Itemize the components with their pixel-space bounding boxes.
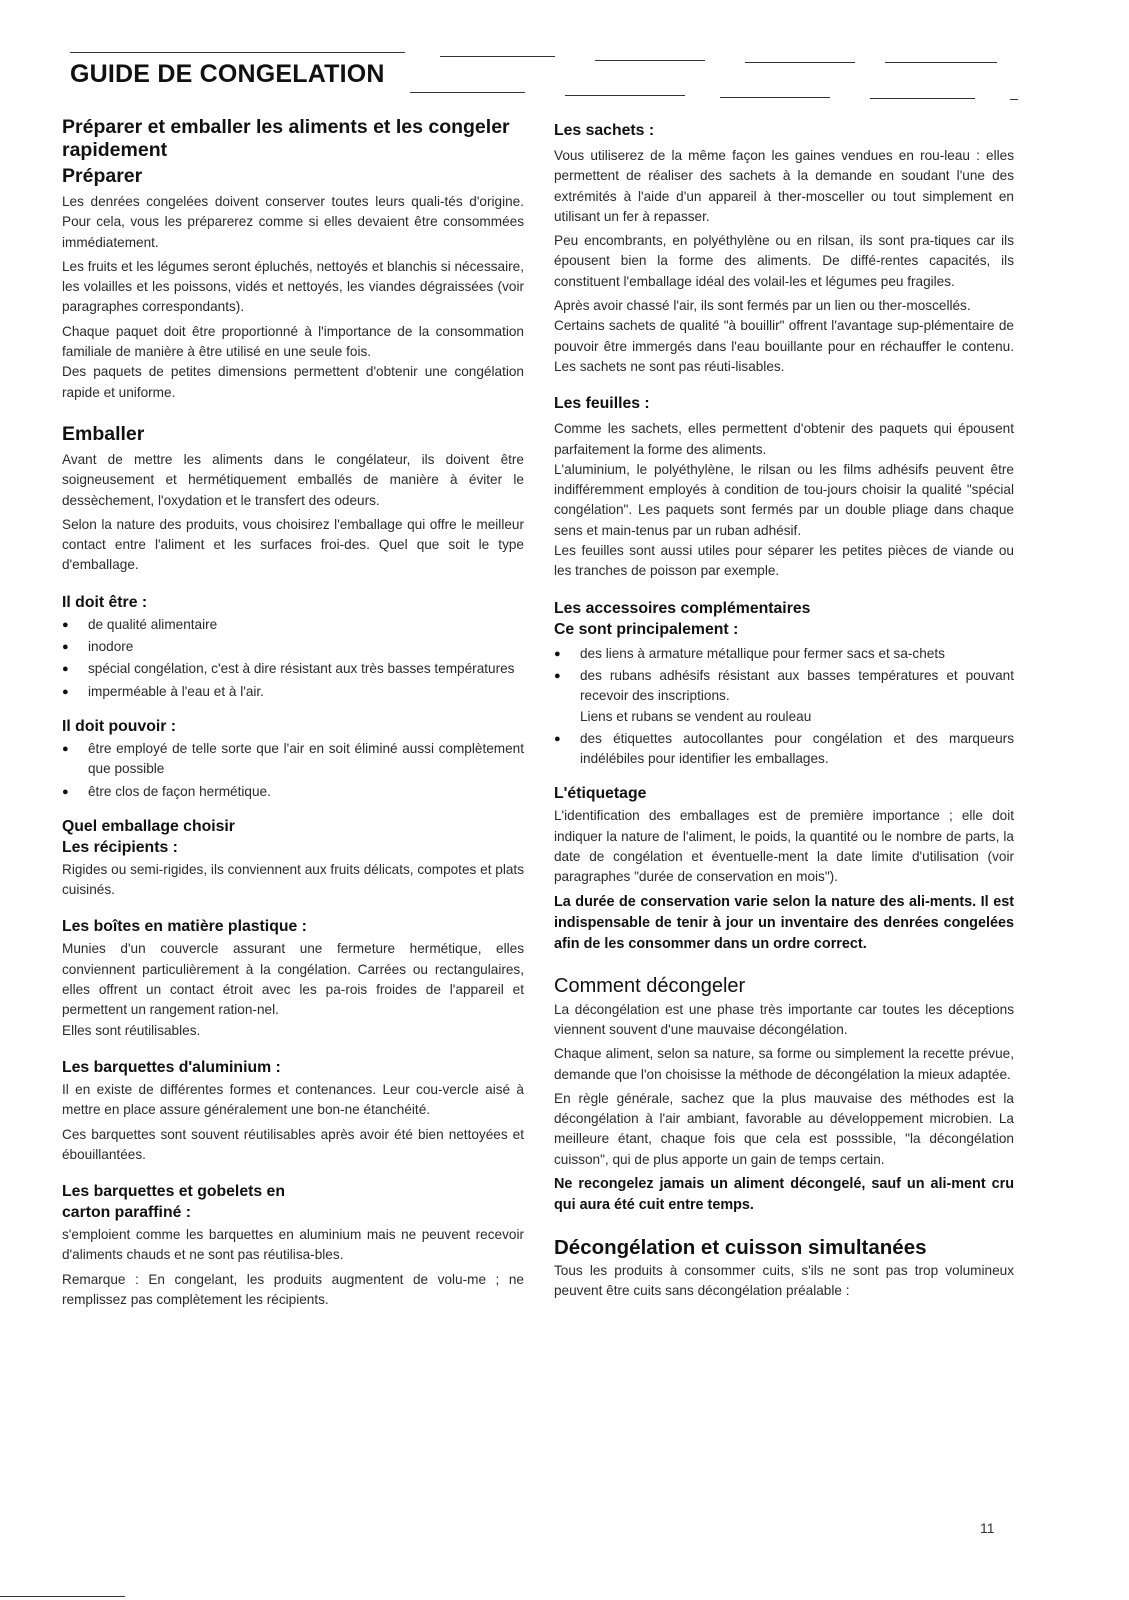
subheading-aluminium: Les barquettes d'aluminium : xyxy=(62,1058,281,1076)
header-rule xyxy=(595,60,705,61)
list-item: ● être employé de telle sorte que l'air en soit éliminé aussi complètement que possible xyxy=(62,739,524,780)
list-item-text: des rubans adhésifs résistant aux basses températures et pouvant recevoir des inscriptions. xyxy=(580,667,1014,704)
paragraph: L'aluminium, le polyéthylène, le rilsan ou les films adhésifs peuvent être indifféremment employés à condition de tou-jours choisir la qualité "spécial congélation". Les paquets sont fermés par un double pliage dans chaque sens et main-tenus par un ruban adhésif. xyxy=(554,461,1014,538)
header-rule xyxy=(870,98,975,99)
paragraph: Il en existe de différentes formes et contenances. Leur cou-vercle aisé à mettre en place assure généralement une bon-ne étanchéité. xyxy=(62,1081,524,1118)
subheading-boites: Les boîtes en matière plastique : xyxy=(62,918,307,936)
bullet-list xyxy=(62,615,524,702)
paragraph: Les fruits et les légumes seront épluchés, nettoyés et blanchis si nécessaire, les volailles et les poissons, vidés et nettoyés, les viandes dégraissées (voir paragraphes correspondants). xyxy=(62,258,524,315)
list-item: ● être clos de façon hermétique. xyxy=(62,782,524,802)
subheading-carton-line2: carton paraffiné : xyxy=(62,1204,192,1222)
paragraph: Les feuilles sont aussi utiles pour séparer les petites pièces de viande ou les tranches de poisson par exemple. xyxy=(554,543,1014,579)
bullet-list xyxy=(62,739,524,802)
list-item: ● spécial congélation, c'est à dire résistant aux très basses températures xyxy=(62,659,524,679)
subheading-principalement: Ce sont principalement : xyxy=(554,620,739,638)
paragraph: Chaque paquet doit être proportionné à l'importance de la consommation familiale de manière à être utilisé en une seule fois. xyxy=(62,323,524,360)
paragraph: Rigides ou semi-rigides, ils conviennent aux fruits délicats, compotes et plats cuisinés. xyxy=(62,861,524,898)
header-rule xyxy=(70,52,405,53)
right-column xyxy=(554,116,1014,1306)
list-item: ● inodore xyxy=(62,637,524,657)
paragraph: Chaque aliment, selon sa nature, sa forme ou simplement la recette prévue, demande que l'on choisisse la méthode de décongélation la mieux adaptée. xyxy=(554,1046,1014,1082)
subheading-doit-pouvoir: Il doit pouvoir : xyxy=(62,717,177,735)
paragraph: Vous utiliserez de la même façon les gaines vendues en rou-leau : elles permettent de réaliser des sachets à la demande en soudant l'une des extrémités à l'aide d'un appareil à ther-mosceller ou tout simplement en utilisant un fer à repasser. xyxy=(554,148,1014,224)
paragraph: s'emploient comme les barquettes en aluminium mais ne peuvent recevoir d'aliments chauds et ne sont pas réutilisa-bles. xyxy=(62,1227,524,1263)
section-heading-preparer: Préparer xyxy=(62,165,143,187)
section-heading-cuisson: Décongélation et cuisson simultanées xyxy=(554,1235,927,1259)
paragraph: Ces barquettes sont souvent réutilisables après avoir été bien nettoyées et ébouillantées. xyxy=(62,1126,524,1162)
paragraph: Les denrées congelées doivent conserver toutes leurs quali-tés d'origine. Pour cela, vous les préparerez comme si elles devaient être consommées immédiatement. xyxy=(62,194,524,250)
list-item: ● des étiquettes autocollantes pour congélation et des marqueurs indélébiles pour identifier les emballages. xyxy=(554,729,1014,770)
list-item-extra: Liens et rubans se vendent au rouleau xyxy=(580,708,812,724)
paragraph: La décongélation est une phase très importante car toutes les déceptions viennent souvent d'une mauvaise décongélation. xyxy=(554,1001,1014,1037)
footer-rule xyxy=(0,1596,125,1597)
paragraph: Comme les sachets, elles permettent d'obtenir des paquets qui épousent parfaitement la forme des aliments. xyxy=(554,421,1014,457)
subheading-emballage-choisir: Quel emballage choisir xyxy=(62,817,235,835)
paragraph: L'identification des emballages est de première importance ; elle doit indiquer la nature de l'aliment, le poids, la quantité ou le nombre de parts, la date de congélation et éventuelle-ment la date limite d'utilisation (voir paragraphes "durée de conservation en mois"). xyxy=(554,808,1014,885)
page-title: GUIDE DE CONGELATION xyxy=(70,60,385,88)
bold-paragraph: La durée de conservation varie selon la nature des ali-ments. Il est indispensable de tenir à jour un inventaire des denrées congelées afin de les consommer dans un ordre correct. xyxy=(554,893,1014,952)
paragraph: Peu encombrants, en polyéthylène ou en rilsan, ils sont pra-tiques car ils épousent bien la forme des aliments. De diffé-rentes capacités, ils constituent l'emballage idéal des volail-les et légumes peu fragiles. xyxy=(554,233,1014,289)
main-heading: Préparer et emballer les aliments et les congeler rapidement xyxy=(62,116,510,161)
bullet-list xyxy=(554,644,1014,770)
header-rule xyxy=(720,97,830,98)
bold-paragraph: Ne recongelez jamais un aliment décongelé, sauf un ali-ment cru qui aura été cuit entre temps. xyxy=(554,1175,1014,1213)
header-rule xyxy=(745,62,855,63)
list-item xyxy=(554,666,1014,727)
paragraph: Certains sachets de qualité "à bouillir" offrent l'avantage sup-plémentaire de pouvoir être immergés dans l'eau bouillante pour en réchauffer le contenu. Les sachets ne sont pas réuti-lisables. xyxy=(554,318,1014,374)
left-column xyxy=(62,116,524,1314)
list-item: ● imperméable à l'eau et à l'air. xyxy=(62,682,524,702)
section-heading-decongeler: Comment décongeler xyxy=(554,974,746,997)
paragraph: Avant de mettre les aliments dans le congélateur, ils doivent être soigneusement et hermétiquement emballés de manière à éviter le dessèchement, l'oxydation et le transfert des odeurs. xyxy=(62,451,524,508)
list-item: ● des liens à armature métallique pour fermer sacs et sa-chets xyxy=(554,644,1014,664)
subheading-sachets: Les sachets : xyxy=(554,122,655,139)
header-rule xyxy=(1010,99,1018,100)
paragraph: En règle générale, sachez que la plus mauvaise des méthodes est la décongélation à l'air ambiant, favorable au développement microbien. La meilleure étant, chaque fois que cela est posssible, "la décongélation cuisson", qui de plus apporte un gain de temps certain. xyxy=(554,1090,1014,1167)
paragraph: Munies d'un couvercle assurant une fermeture hermétique, elles conviennent particulièrement à la congélation. Carrées ou rectangulaires, elles offrent un contact étroit avec les pa-rois froides de l'appareil et permettent un rangement ration-nel. xyxy=(62,941,524,1018)
paragraph: Remarque : En congelant, les produits augmentent de volu-me ; ne remplissez pas complètement les récipients. xyxy=(62,1271,524,1307)
subheading-feuilles: Les feuilles : xyxy=(554,395,650,413)
section-heading-emballer: Emballer xyxy=(62,422,145,445)
header-rule xyxy=(885,62,997,63)
header-rule xyxy=(565,95,685,96)
subheading-recipients: Les récipients : xyxy=(62,838,178,856)
subheading-doit-etre: Il doit être : xyxy=(62,593,148,611)
subheading-carton: Les barquettes et gobelets en xyxy=(62,1183,285,1201)
header-rule xyxy=(440,56,555,57)
paragraph: Selon la nature des produits, vous choisirez l'emballage qui offre le meilleur contact entre l'aliment et les surfaces froi-des. Quel que soit le type d'emballage. xyxy=(62,516,524,573)
subheading-accessoires: Les accessoires complémentaires xyxy=(554,599,811,617)
paragraph: Des paquets de petites dimensions permettent d'obtenir une congélation rapide et uniforme. xyxy=(62,364,524,400)
paragraph: Après avoir chassé l'air, ils sont fermés par un lien ou ther-moscellés. xyxy=(554,298,971,314)
paragraph: Elles sont réutilisables. xyxy=(62,1022,201,1038)
header-rule xyxy=(410,92,525,93)
subheading-etiquetage: L'étiquetage xyxy=(554,785,647,803)
list-item: ● de qualité alimentaire xyxy=(62,615,524,635)
page-number: 11 xyxy=(980,1520,995,1536)
paragraph: Tous les produits à consommer cuits, s'ils ne sont pas trop volumineux peuvent être cuits sans décongélation préalable : xyxy=(554,1262,1014,1299)
